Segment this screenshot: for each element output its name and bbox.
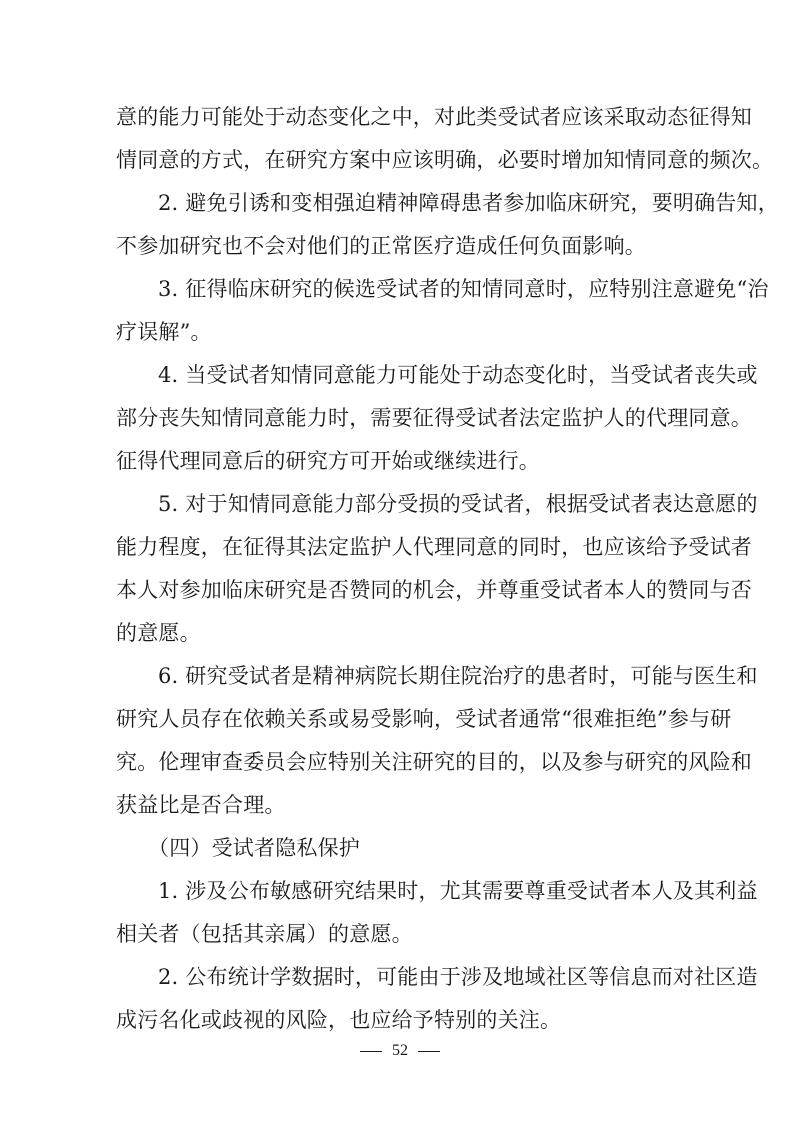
text-line: 究。伦理审查委员会应特别关注研究的目的，以及参与研究的风险和 <box>116 750 752 774</box>
text-line: 部分丧失知情同意能力时，需要征得受试者法定监护人的代理同意。 <box>116 406 752 430</box>
text-line: 2. 避免引诱和变相强迫精神障碍患者参加临床研究，要明确告知， <box>158 191 779 215</box>
text-line: 2. 公布统计学数据时，可能由于涉及地域社区等信息而对社区造 <box>158 965 758 989</box>
text-line: 成污名化或歧视的风险，也应给予特别的关注。 <box>116 1008 562 1032</box>
text-line: 疗误解”。 <box>116 320 212 344</box>
text-line: 本人对参加临床研究是否赞同的机会，并尊重受试者本人的赞同与否 <box>116 578 752 602</box>
text-line: 6. 研究受试者是精神病院长期住院治疗的患者时，可能与医生和 <box>158 664 758 688</box>
text-line: 获益比是否合理。 <box>116 793 286 817</box>
text-line: 1. 涉及公布敏感研究结果时，尤其需要尊重受试者本人及其利益 <box>158 879 758 903</box>
page-number: 52 <box>392 1042 408 1059</box>
text-line: 相关者（包括其亲属）的意愿。 <box>116 922 413 946</box>
text-line: 不参加研究也不会对他们的正常医疗造成任何负面影响。 <box>116 234 646 258</box>
section-heading: （四）受试者隐私保护 <box>148 836 360 860</box>
text-line: 情同意的方式，在研究方案中应该明确，必要时增加知情同意的频次。 <box>116 148 774 172</box>
text-line: 4. 当受试者知情同意能力可能处于动态变化时，当受试者丧失或 <box>158 363 758 387</box>
text-line: 研究人员存在依赖关系或易受影响，受试者通常“很难拒绝”参与研 <box>116 707 732 731</box>
text-line: 3. 征得临床研究的候选受试者的知情同意时，应特别注意避免“治 <box>158 277 769 301</box>
text-line: 征得代理同意后的研究方可开始或继续进行。 <box>116 449 540 473</box>
text-line: 5. 对于知情同意能力部分受损的受试者，根据受试者表达意愿的 <box>158 492 758 516</box>
page-footer <box>0 1037 800 1065</box>
footer-dash-left <box>360 1051 382 1052</box>
footer-dash-right <box>418 1051 440 1052</box>
text-line: 意的能力可能处于动态变化之中，对此类受试者应该采取动态征得知 <box>116 105 752 129</box>
text-line: 能力程度，在征得其法定监护人代理同意的同时，也应该给予受试者 <box>116 535 752 559</box>
text-line: 的意愿。 <box>116 621 201 645</box>
